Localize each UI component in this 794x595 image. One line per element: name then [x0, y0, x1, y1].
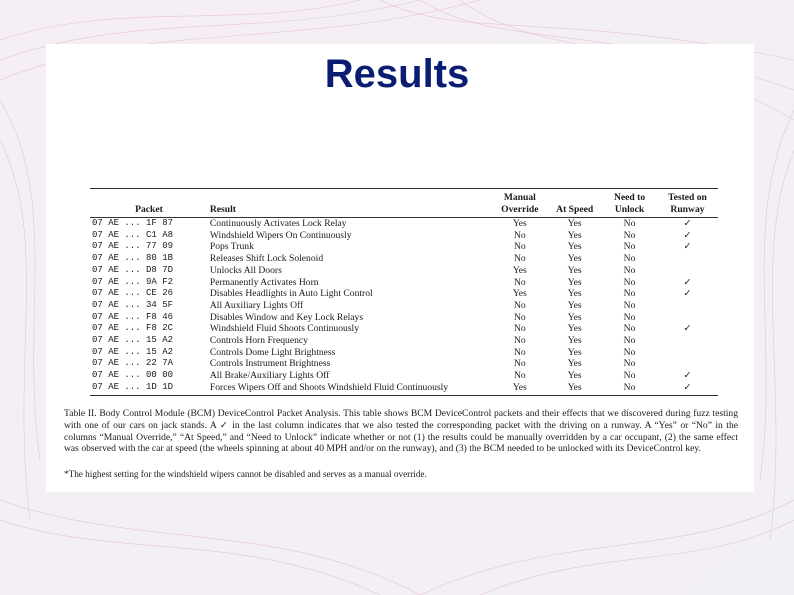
table-row — [90, 265, 718, 277]
need-to-unlock-cell: No — [623, 264, 636, 276]
tested-on-runway-cell — [657, 253, 718, 265]
slide-title: Results — [324, 52, 470, 96]
packet-cell: 07 AE ... 34 5F — [92, 299, 174, 310]
manual-override-cell: No — [513, 253, 526, 265]
at-speed-cell: Yes — [567, 358, 582, 370]
manual-override-cell: No — [513, 299, 526, 311]
table-row — [90, 288, 718, 300]
at-speed-cell: Yes — [567, 323, 582, 335]
need-to-unlock-cell: No — [623, 299, 636, 311]
packet-cell: 07 AE ... C1 A8 — [92, 229, 174, 240]
result-cell: All Auxiliary Lights Off — [209, 299, 304, 311]
manual-override-cell: No — [513, 276, 526, 288]
packet-cell: 07 AE ... 15 A2 — [92, 346, 174, 357]
packet-cell: 07 AE ... 15 A2 — [92, 335, 174, 346]
at-speed-cell: Yes — [567, 346, 582, 358]
table-row — [90, 253, 718, 265]
result-cell: Windshield Wipers On Continuously — [209, 229, 352, 241]
manual-override-cell: No — [513, 229, 526, 241]
need-to-unlock-cell: No — [623, 323, 636, 335]
result-cell: Disables Window and Key Lock Relays — [209, 311, 364, 323]
tested-on-runway-cell — [657, 312, 718, 324]
manual-override-cell: Yes — [512, 218, 527, 229]
need-to-unlock-cell: No — [623, 218, 636, 229]
need-to-unlock-cell: No — [623, 346, 636, 358]
manual-override-cell: No — [513, 358, 526, 370]
manual-override-cell: No — [513, 335, 526, 347]
manual-override-cell: No — [513, 370, 526, 382]
packet-cell: 07 AE ... 00 00 — [92, 370, 174, 381]
need-to-unlock-cell: No — [623, 241, 636, 253]
bcm-packet-table — [90, 188, 718, 396]
result-cell: Permanently Activates Horn — [209, 276, 319, 288]
tested-on-runway-cell — [657, 335, 718, 347]
at-speed-cell: Yes — [567, 218, 582, 229]
manual-override-cell: Yes — [512, 288, 527, 300]
manual-override-cell: No — [513, 346, 526, 358]
packet-cell: 07 AE ... 77 09 — [92, 241, 174, 252]
packet-cell: 07 AE ... 1F 87 — [92, 218, 174, 228]
at-speed-cell: Yes — [567, 229, 582, 241]
result-cell: Unlocks All Doors — [209, 264, 282, 276]
table-row — [90, 323, 718, 335]
table-header-row — [90, 189, 718, 218]
need-to-unlock-cell: No — [623, 311, 636, 323]
at-speed-cell: Yes — [567, 335, 582, 347]
result-cell: Disables Headlights in Auto Light Control — [209, 288, 373, 300]
manual-override-cell: No — [513, 311, 526, 323]
at-speed-cell: Yes — [567, 299, 582, 311]
result-cell: All Brake/Auxiliary Lights Off — [209, 370, 330, 382]
result-cell: Windshield Fluid Shoots Continuously — [209, 323, 360, 335]
need-to-unlock-cell: No — [623, 288, 636, 300]
packet-cell: 07 AE ... 9A F2 — [92, 276, 174, 287]
tested-on-runway-cell — [657, 358, 718, 370]
tested-on-runway-cell: ✓ — [657, 382, 718, 395]
at-speed-cell: Yes — [547, 382, 602, 395]
manual-override-cell: Yes — [492, 382, 547, 395]
manual-override-cell: Yes — [512, 264, 527, 276]
manual-override-cell: No — [513, 323, 526, 335]
table-row — [90, 218, 718, 230]
packet-cell: 07 AE ... CE 26 — [92, 288, 174, 299]
packet-cell: 07 AE ... F8 2C — [92, 323, 174, 334]
tested-on-runway-cell: ✓ — [683, 229, 692, 241]
column-header: Tested on Runway — [657, 189, 718, 218]
tested-on-runway-cell — [657, 265, 718, 277]
packet-cell: 07 AE ... 1D 1D — [90, 382, 208, 395]
table-row — [90, 312, 718, 324]
at-speed-cell: Yes — [567, 288, 582, 300]
result-cell: Controls Dome Light Brightness — [209, 346, 336, 358]
column-header: Need to Unlock — [602, 189, 657, 218]
at-speed-cell: Yes — [567, 241, 582, 253]
need-to-unlock-cell: No — [623, 370, 636, 382]
column-header: Packet — [90, 189, 208, 218]
need-to-unlock-cell: No — [623, 253, 636, 265]
tested-on-runway-cell — [657, 300, 718, 312]
column-header: At Speed — [547, 189, 602, 218]
table-row — [90, 241, 718, 253]
result-cell: Continuously Activates Lock Relay — [209, 218, 347, 229]
column-header: Manual Override — [492, 189, 547, 218]
table-row — [90, 230, 718, 242]
result-cell: Controls Instrument Brightness — [209, 358, 331, 370]
need-to-unlock-cell: No — [623, 229, 636, 241]
at-speed-cell: Yes — [567, 370, 582, 382]
packet-cell: 07 AE ... F8 46 — [92, 311, 174, 322]
at-speed-cell: Yes — [567, 264, 582, 276]
packet-cell: 07 AE ... D8 7D — [92, 264, 174, 275]
table-footnote: *The highest setting for the windshield wipers cannot be disabled and serves as a manual override. — [64, 469, 427, 479]
need-to-unlock-cell: No — [602, 382, 657, 395]
result-cell: Releases Shift Lock Solenoid — [209, 253, 324, 265]
table-row — [90, 382, 718, 395]
table-figure — [56, 180, 754, 490]
result-cell: Forces Wipers Off and Shoots Windshield Fluid Continuously — [208, 382, 493, 395]
at-speed-cell: Yes — [567, 253, 582, 265]
tested-on-runway-cell: ✓ — [683, 370, 692, 382]
table-row — [90, 347, 718, 359]
tested-on-runway-cell: ✓ — [683, 218, 692, 229]
at-speed-cell: Yes — [567, 311, 582, 323]
table-row — [90, 277, 718, 289]
tested-on-runway-cell — [657, 347, 718, 359]
table-caption: Table II. Body Control Module (BCM) DeviceControl Packet Analysis. This table shows BCM DeviceControl packets and their effects that we discovered during fuzz testing with one of our cars on jack stands. A ✓ in the last column indicates that we also tested the corresponding packet with the driving on a runway. A “Yes” or “No” in the columns “Manual Override,” “At Speed,” and “Need to Unlock” indicate whether or not (1) the results could be manually overridden by a car occupant, (2) the same effect was observed with the car at speed (the wheels spinning at about 40 MPH and/or on the runway), and (3) the BCM needed to be unlocked with its DeviceControl key. — [64, 408, 738, 455]
need-to-unlock-cell: No — [623, 276, 636, 288]
table-row — [90, 370, 718, 382]
table-row — [90, 335, 718, 347]
column-header: Result — [208, 189, 493, 218]
manual-override-cell: No — [513, 241, 526, 253]
table-row — [90, 358, 718, 370]
table-row — [90, 300, 718, 312]
tested-on-runway-cell: ✓ — [683, 276, 692, 288]
tested-on-runway-cell: ✓ — [683, 288, 692, 300]
result-cell: Pops Trunk — [209, 241, 254, 253]
packet-cell: 07 AE ... 80 1B — [92, 253, 174, 264]
at-speed-cell: Yes — [567, 276, 582, 288]
tested-on-runway-cell: ✓ — [683, 323, 692, 335]
need-to-unlock-cell: No — [623, 335, 636, 347]
tested-on-runway-cell: ✓ — [683, 241, 692, 253]
need-to-unlock-cell: No — [623, 358, 636, 370]
result-cell: Controls Horn Frequency — [209, 335, 308, 347]
packet-cell: 07 AE ... 22 7A — [92, 358, 174, 369]
